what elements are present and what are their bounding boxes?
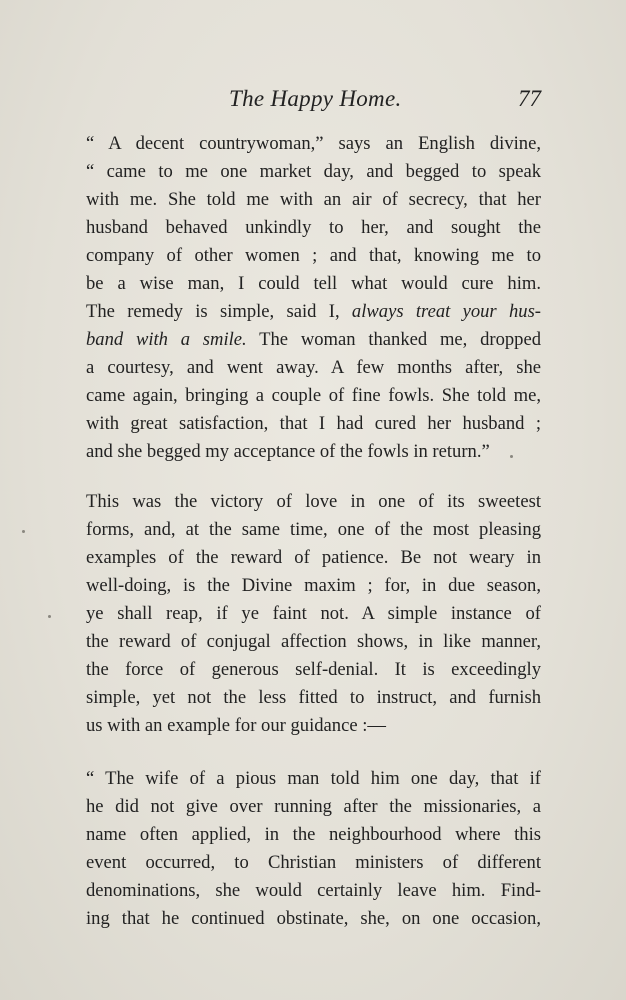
text-line: with great satisfaction, that I had cured her husband ; <box>86 413 541 434</box>
italic-phrase: always treat your hus- <box>351 301 541 322</box>
text-line: event occurred, to Christian ministers of different <box>86 852 541 873</box>
running-head <box>86 86 541 116</box>
text-line: examples of the reward of patience. Be not weary in <box>86 547 541 568</box>
text-line: with me. She told me with an air of secrecy, that her <box>86 189 541 210</box>
scan-speck <box>510 455 513 458</box>
text-line: came again, bringing a couple of fine fowls. She told me, <box>86 385 541 406</box>
scan-speck <box>22 530 25 533</box>
paragraph-commentary <box>86 488 541 740</box>
text-line: the reward of conjugal affection shows, in like manner, <box>86 631 541 652</box>
text-line: ing that he continued obstinate, she, on one occasion, <box>86 908 541 929</box>
text-line: be a wise man, I could tell what would cure him. <box>86 273 541 294</box>
text-line: band with a smile. The woman thanked me, dropped <box>86 329 542 350</box>
text-line: simple, yet not the less fitted to instruct, and furnish <box>86 687 541 708</box>
text-line: “ came to me one market day, and begged to speak <box>86 161 541 182</box>
text-line: “ The wife of a pious man told him one day, that if <box>86 768 541 789</box>
text-line: and she begged my acceptance of the fowls in return.” <box>86 441 490 462</box>
paragraph-anecdote <box>86 130 541 466</box>
text-line: forms, and, at the same time, one of the most pleasing <box>86 519 541 540</box>
text-line: ye shall reap, if ye faint not. A simple instance of <box>86 603 541 624</box>
text-line: “ A decent countrywoman,” says an English divine, <box>86 133 541 154</box>
paragraph-second-anecdote <box>86 765 541 933</box>
text-line: denominations, she would certainly leave him. Find- <box>86 880 541 901</box>
text-line: husband behaved unkindly to her, and sought the <box>86 217 541 238</box>
scan-speck <box>48 615 51 618</box>
text-line: The remedy is simple, said I, always treat your hus- <box>86 301 541 322</box>
text-line: company of other women ; and that, knowing me to <box>86 245 541 266</box>
text-line: us with an example for our guidance :— <box>86 715 386 736</box>
text-line: a courtesy, and went away. A few months after, she <box>86 357 541 378</box>
text-line: name often applied, in the neighbourhood where this <box>86 824 541 845</box>
text-line: the force of generous self-denial. It is exceedingly <box>86 659 541 680</box>
italic-phrase: band with a smile. <box>86 329 247 350</box>
text-line: This was the victory of love in one of its sweetest <box>86 491 541 512</box>
text-line: he did not give over running after the missionaries, a <box>86 796 541 817</box>
page-number: 77 <box>518 86 541 111</box>
text-line: well-doing, is the Divine maxim ; for, in due season, <box>86 575 541 596</box>
running-title: The Happy Home. <box>229 86 402 111</box>
